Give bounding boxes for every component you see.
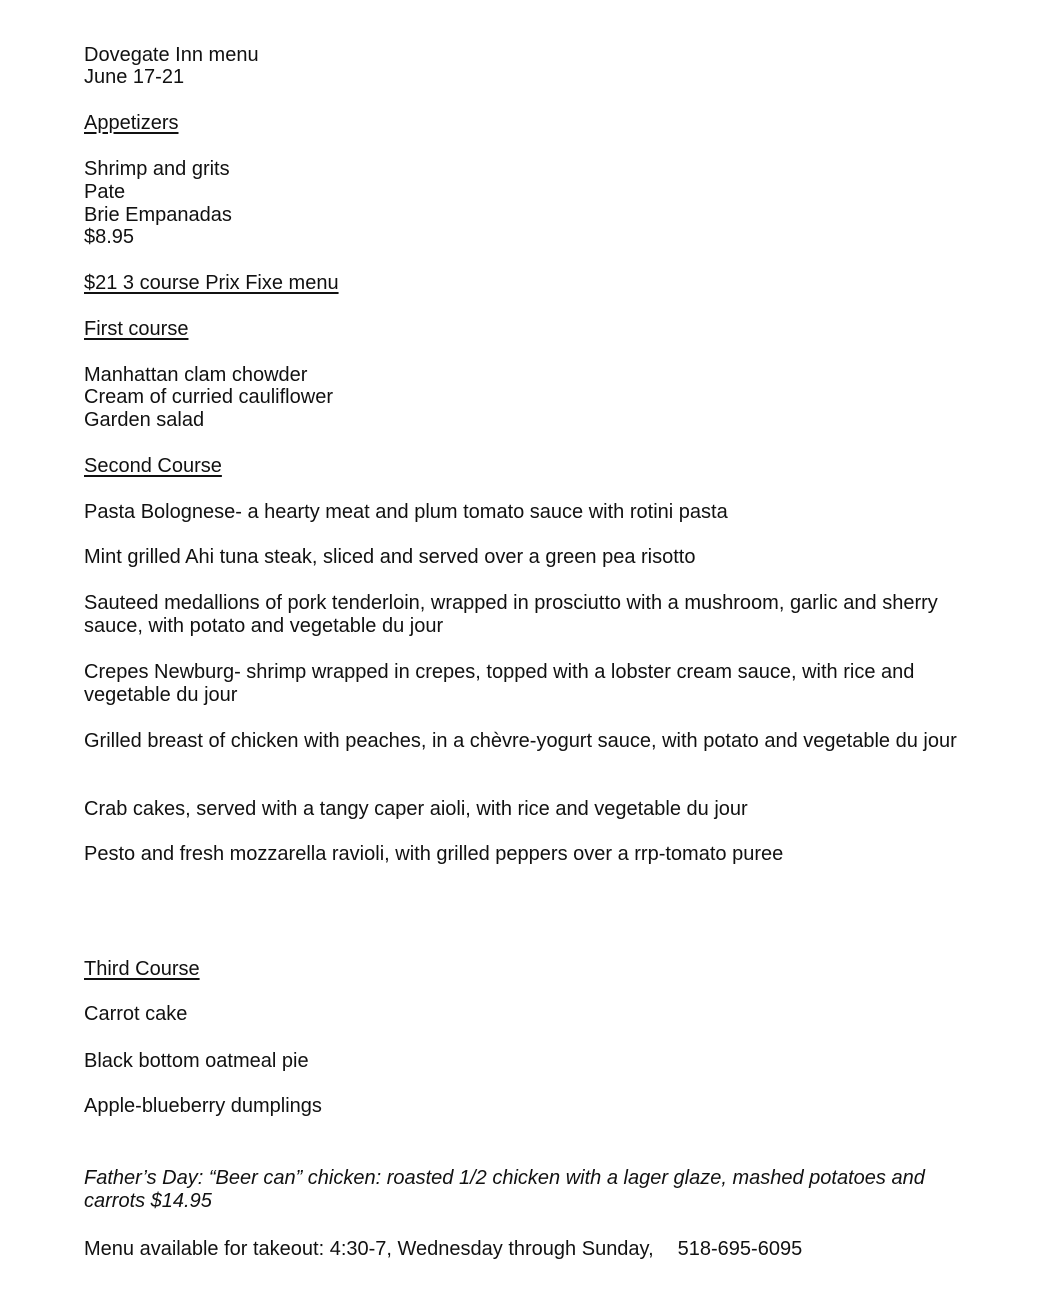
second-course-item: Pasta Bolognese- a hearty meat and plum tomato sauce with rotini pasta [84, 501, 728, 523]
appetizer-item: Shrimp and grits [84, 158, 230, 180]
phone-number: 518-695-6095 [677, 1238, 803, 1260]
third-course-item: Apple-blueberry dumplings [84, 1095, 322, 1117]
first-course-item: Manhattan clam chowder [84, 364, 308, 386]
third-course-item: Carrot cake [84, 1003, 188, 1025]
second-course-item: Grilled breast of chicken with peaches, in a chèvre-yogurt sauce, with potato and vegetable du jour [84, 730, 957, 752]
prix-fixe-heading: $21 3 course Prix Fixe menu [84, 272, 339, 294]
appetizer-price: $8.95 [84, 226, 135, 248]
appetizer-item: Pate [84, 181, 126, 203]
third-course-heading: Third Course [84, 958, 200, 980]
second-course-item: Sauteed medallions of pork tenderloin, wrapped in prosciutto with a mushroom, garlic and sherry sauce, with potato and vegetable du jour [84, 592, 938, 637]
menu-dates: June 17-21 [84, 66, 185, 88]
first-course-heading: First course [84, 318, 189, 340]
appetizers-heading: Appetizers [84, 112, 179, 134]
fathers-day-special: Father’s Day: “Beer can” chicken: roasted 1/2 chicken with a lager glaze, mashed potatoes and carrots $14.95 [84, 1167, 925, 1212]
third-course-item: Black bottom oatmeal pie [84, 1050, 309, 1072]
second-course-item: Crab cakes, served with a tangy caper aioli, with rice and vegetable du jour [84, 798, 748, 820]
menu-title: Dovegate Inn menu [84, 44, 259, 66]
second-course-item: Crepes Newburg- shrimp wrapped in crepes, topped with a lobster cream sauce, with rice and vegetable du jour [84, 661, 915, 706]
first-course-item: Cream of curried cauliflower [84, 386, 333, 408]
takeout-info [84, 1238, 802, 1261]
appetizer-item: Brie Empanadas [84, 204, 232, 226]
first-course-item: Garden salad [84, 409, 205, 431]
second-course-item: Mint grilled Ahi tuna steak, sliced and served over a green pea risotto [84, 546, 696, 568]
second-course-heading: Second Course [84, 455, 222, 477]
second-course-item: Pesto and fresh mozzarella ravioli, with grilled peppers over a rrp-tomato puree [84, 843, 784, 865]
availability-text: Menu available for takeout: 4:30-7, Wednesday through Sunday, [84, 1238, 654, 1260]
